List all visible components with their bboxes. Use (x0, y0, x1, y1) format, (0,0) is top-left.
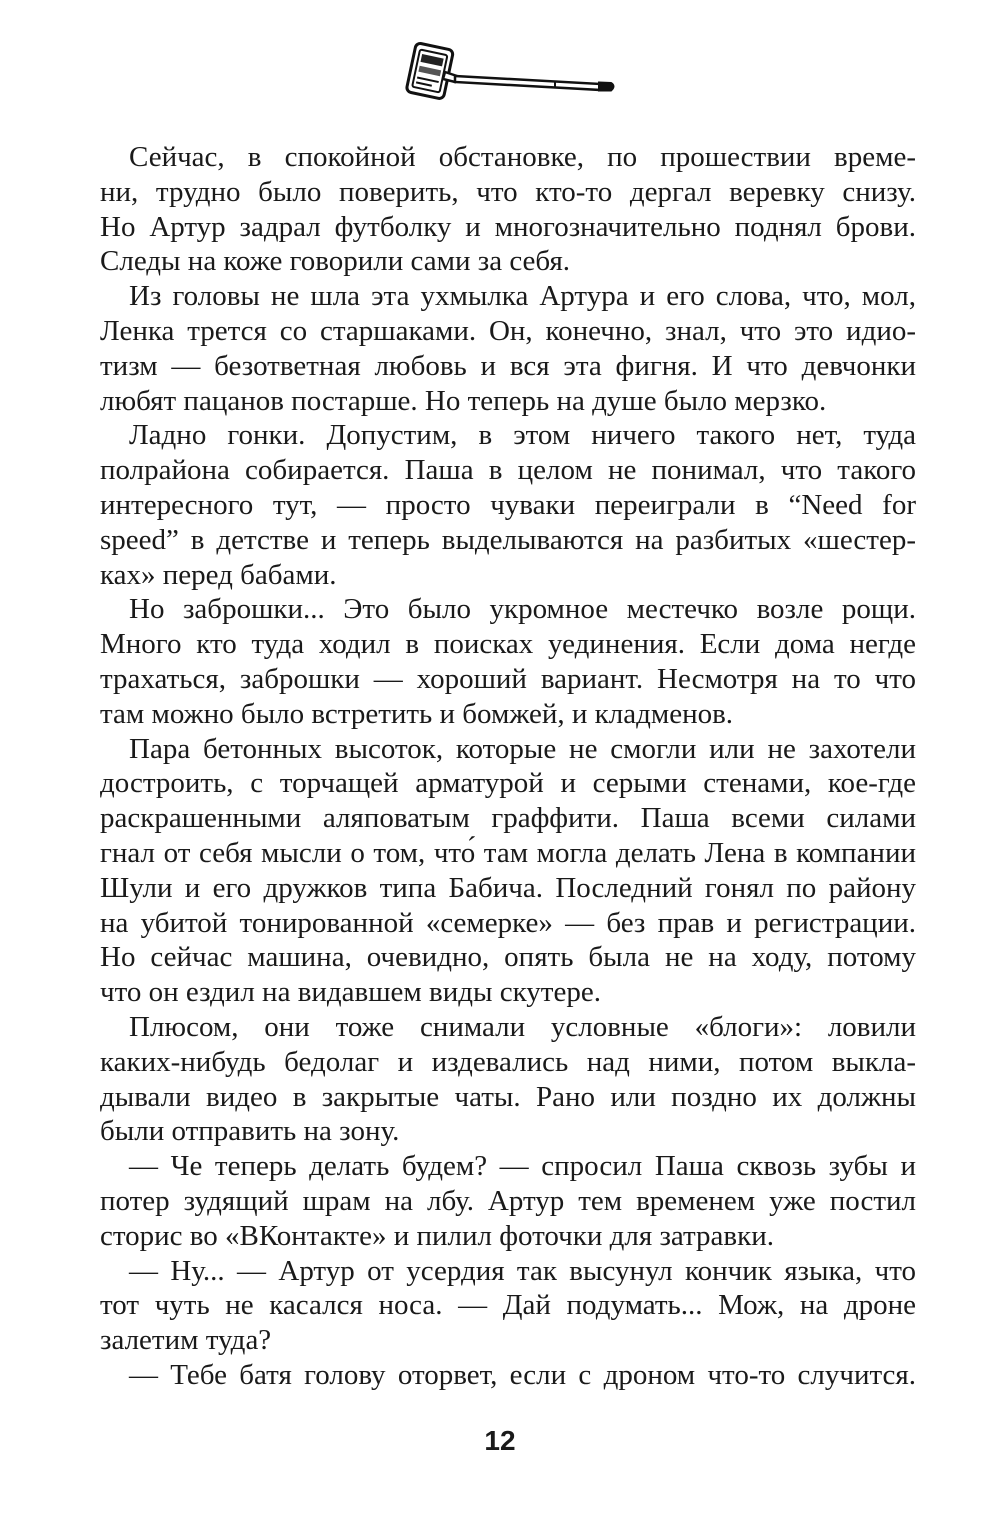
paragraph (100, 279, 916, 418)
paragraph (100, 1358, 916, 1393)
text-line: Ленка трется со старшаками. Он, конечно, знал, что это идио- (100, 314, 916, 347)
text-line: каких-нибудь бедолаг и издевались над ними, потом выкла- (100, 1045, 916, 1078)
paragraph (100, 418, 916, 592)
paragraph (100, 592, 916, 731)
text-line: потер зудящий шрам на лбу. Артур тем временем уже постил (100, 1184, 916, 1217)
text-line: полрайона собирается. Паша в целом не понимал, что такого (100, 454, 916, 487)
text-line: Плюсом, они тоже снимали условные «блоги»: ловили (129, 1010, 916, 1043)
text-line: трахаться, заброшки — хороший вариант. Несмотря на то что (100, 662, 916, 695)
text-line: — Ну... — Артур от усердия так высунул кончик языка, что (129, 1254, 916, 1287)
text-line: там можно было встретить и бомжей, и кладменов. (100, 697, 734, 730)
paragraph (100, 140, 916, 279)
text-line: Следы на коже говорили сами за себя. (100, 245, 571, 278)
text-line: залетим туда? (100, 1324, 272, 1357)
text-line: Сейчас, в спокойной обстановке, по прошествии време- (129, 141, 916, 173)
text-line: достроить, с торчащей арматурой и серыми стенами, кое-где (100, 767, 916, 800)
text-line: — Че теперь делать будем? — спросил Паша сквозь зубы и (129, 1150, 916, 1183)
text-line: дывали видео в закрытые чаты. Рано или поздно их должны (100, 1080, 916, 1113)
text-line: Но сейчас машина, очевидно, опять была не на ходу, потому (100, 941, 916, 974)
text-line: Пара бетонных высоток, которые не смогли или не захотели (129, 732, 916, 765)
text-line: что он ездил на видавшем виды скутере. (100, 976, 601, 1009)
text-line: тот чуть не касался носа. — Дай подумать... Мож, на дроне (100, 1289, 916, 1322)
text-line: гнал от себя мысли о том, что́ там могла делать Лена в компании (100, 836, 916, 869)
text-line: ни, трудно было поверить, что кто-то дергал веревку снизу. (100, 175, 916, 208)
text-line: ках» перед бабами. (100, 558, 337, 591)
text-line: Ладно гонки. Допустим, в этом ничего такого нет, туда (129, 419, 916, 452)
text-line: на убитой тонированной «семерке» — без прав и регистрации. (100, 906, 916, 939)
page-number: 12 (484, 1425, 516, 1456)
paragraph (100, 1254, 916, 1358)
text-line: тизм — безответная любовь и вся эта фигня. И что девчонки (100, 349, 916, 382)
text-line: Много кто туда ходил в поисках уединения. Если дома негде (100, 628, 916, 661)
text-line: любят пацанов постарше. Но теперь на душе было мерзко. (100, 384, 827, 417)
text-line: Но заброшки... Это было укромное местечко возле рощи. (129, 593, 916, 626)
text-line: были отправить на зону. (100, 1115, 400, 1148)
paragraph (100, 732, 916, 1010)
text-line: Шули и его дружков типа Бабича. Последний гонял по району (100, 871, 916, 904)
text-line: интересного тут, — просто чуваки переиграли в “Need for (100, 488, 916, 521)
text-line: раскрашенными аляповатым граффити. Паша всеми силами (100, 802, 916, 835)
text-line: сторис во «ВКонтакте» и пилил фоточки для затравки. (100, 1219, 774, 1252)
text-line: Из головы не шла эта ухмылка Артура и его слова, что, мол, (129, 280, 916, 313)
paragraph (100, 1010, 916, 1149)
paragraph (100, 1149, 916, 1253)
text-line: Но Артур задрал футболку и многозначительно поднял брови. (100, 210, 916, 243)
text-line: — Тебе батя голову оторвет, если с дроном что-то случится. (129, 1358, 916, 1391)
selfie-stick-icon (405, 38, 620, 110)
text-line: speed” в детстве и теперь выделываются на разбитых «шестер- (100, 523, 916, 556)
body-text (100, 140, 916, 1393)
